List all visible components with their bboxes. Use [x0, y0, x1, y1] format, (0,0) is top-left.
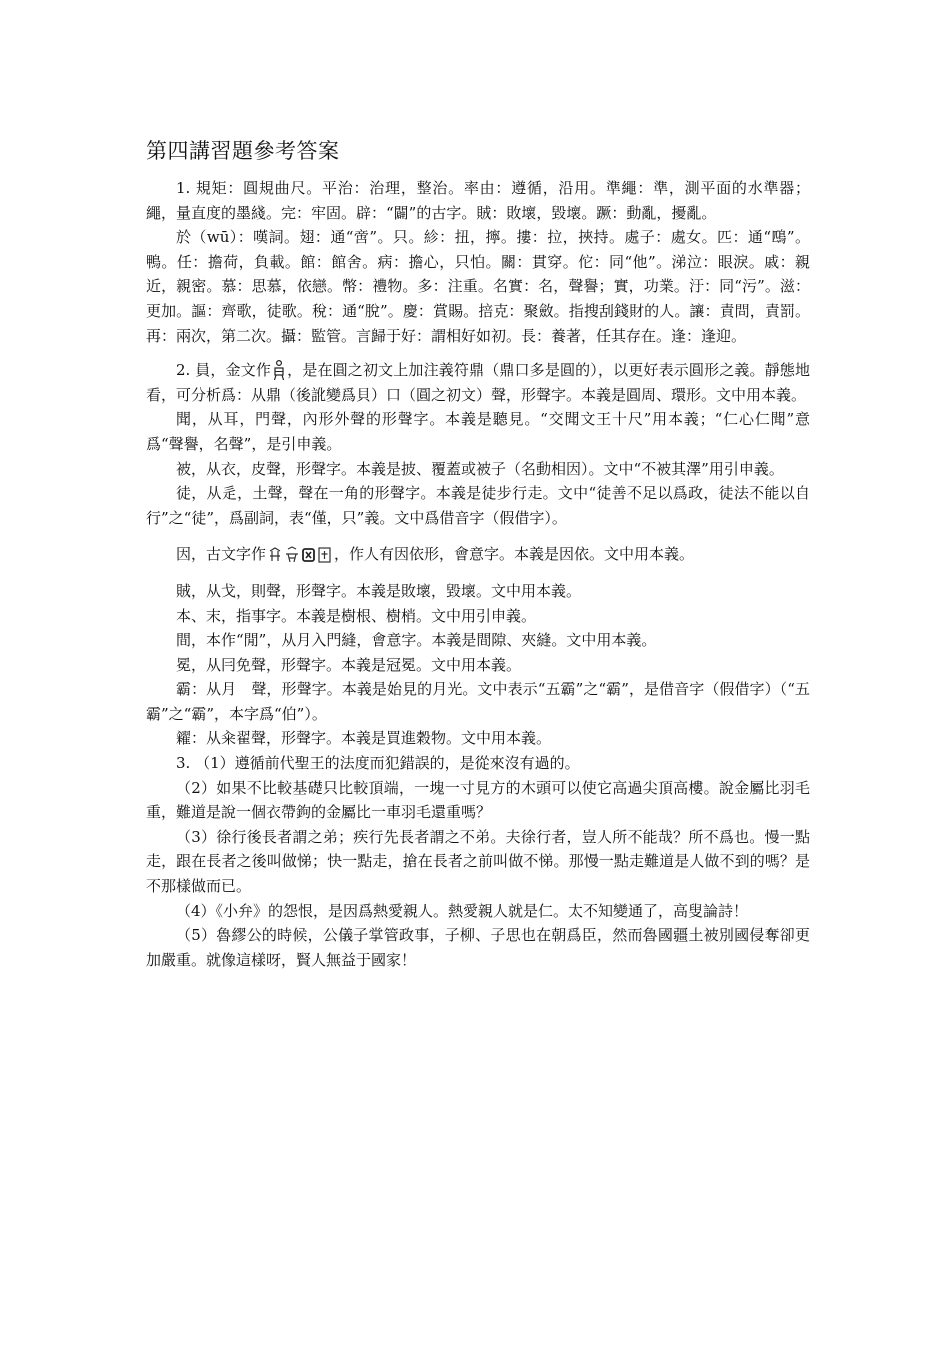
answer-1-paragraph: 1. 規矩：圓規曲尺。平治：治理，整治。率由：遵循，沿用。準繩：準，測平面的水準器；繩，量直度的墨綫。完：牢固。辟：“闢”的古字。賊：敗壞，毀壞。蹶：動亂，擾亂。 [146, 179, 810, 222]
answer-2-tu-paragraph: 徒，从辵，土聲，聲在一角的形聲字。本義是徒步行走。文中“徒善不足以爲政，徒法不能以自行”之“徒”，爲副詞，表“僅，只”義。文中爲借音字（假借字）。 [146, 484, 810, 527]
answer-3-5-paragraph: （5）魯繆公的時候，公儀子掌管政事，子柳、子思也在朝爲臣，然而魯國疆土被別國侵奪卻更加嚴重。就像這樣呀，賢人無益于國家！ [146, 926, 810, 969]
answer-2-yin-text-end: ，作人有因依形，會意字。本義是因依。文中用本義。 [334, 545, 695, 564]
answer-2-mian-paragraph: 冕，从冃免聲，形聲字。本義是冠冕。文中用本義。 [176, 655, 522, 674]
answer-3-4-paragraph: （4）《小弁》的怨恨，是因爲熱愛親人。熱愛親人就是仁。太不知變通了，高叟論詩！ [176, 901, 749, 920]
answer-2-yin-paragraph [146, 542, 810, 567]
answer-2-yuan-text-end: ，是在圓之初文上加注義符鼎（鼎口多是圓的），以更好表示圓形之義。靜態地看，可分析爲：从鼎（後訛變爲貝）口（圓之初文）聲，形聲字。本義是圓周、環形。文中用本義。 [146, 361, 810, 404]
answer-2-benmo-paragraph: 本、末，指事字。本義是樹根、樹梢。文中用引申義。 [176, 606, 537, 625]
bronze-glyph-yuan-icon [273, 360, 285, 382]
answer-2-yuan-text-start: 2. 員，金文作 [176, 361, 272, 380]
answer-2-bei-paragraph: 被，从衣，皮聲，形聲字。本義是披、覆蓋或被子（名動相因）。文中“不被其澤”用引申義。 [176, 459, 784, 478]
answer-2-yin-text-start: 因，古文字作 [176, 545, 267, 564]
answer-2-di-paragraph: 糴：从籴翟聲，形聲字。本義是買進穀物。文中用本義。 [176, 729, 552, 748]
answer-3-3-paragraph: （3）徐行後長者謂之弟；疾行先長者謂之不弟。夫徐行者，豈人所不能哉？所不爲也。慢一點走，跟在長者之後叫做悌；快一點走，搶在長者之前叫做不悌。那慢一點走難道是人做不到的嗎？是不那樣做而已。 [146, 827, 810, 896]
answer-2-yuan-paragraph [146, 358, 810, 407]
answer-2-zei-paragraph: 賊，从戈，則聲，形聲字。本義是敗壞，毀壞。文中用本義。 [176, 581, 582, 600]
answer-2-wen-paragraph: 聞，从耳，門聲，內形外聲的形聲字。本義是聽見。“交聞文王十尺”用本義；“仁心仁聞”意爲“聲譽，名聲”，是引申義。 [146, 410, 810, 453]
document-page [146, 136, 810, 972]
answer-2-ba-paragraph: 霸：从月 聲，形聲字。本義是始見的月光。文中表示“五霸”之“霸”，是借音字（假借字）（“五霸”之“霸”，本字爲“伯”）。 [146, 680, 810, 723]
ancient-glyph-yin-icon [268, 545, 332, 565]
answer-3-1-paragraph: 3. （1）遵循前代聖王的法度而犯錯誤的，是從來沒有過的。 [176, 754, 580, 773]
document-title: 第四講習題參考答案 [146, 139, 340, 163]
answer-2-jian-paragraph: 間，本作“閒”，从月入門縫，會意字。本義是間隙、夾縫。文中用本義。 [176, 631, 657, 650]
answer-3-2-paragraph: （2）如果不比較基礎只比較頂端，一塊一寸見方的木頭可以使它高過尖頂高樓。說金屬比羽毛重，難道是說一個衣帶鉤的金屬比一車羽毛還重嗎？ [146, 778, 810, 822]
answer-1-vocab-paragraph: 於（wū）：嘆詞。翅：通“啻”。只。紾：扭，擰。摟：拉，挾持。處子：處女。匹：通“鴄”。鴨。任：擔荷，負載。館：館舍。病：擔心，只怕。關：貫穿。佗：同“他”。涕泣：眼淚。戚：親近，親密。慕：思慕，依戀。幣：禮物。多：注重。名實：名，聲譽；實，功業。汙：同“污”。滋：更加。謳：齊歌，徒歌。稅：通“脫”。慶：賞賜。掊克：聚斂。指搜刮錢財的人。讓：責問，責罰。再：兩次，第二次。攝：監管。言歸于好：謂相好如初。長：養著，任其存在。逢：逢迎。 [146, 228, 810, 345]
